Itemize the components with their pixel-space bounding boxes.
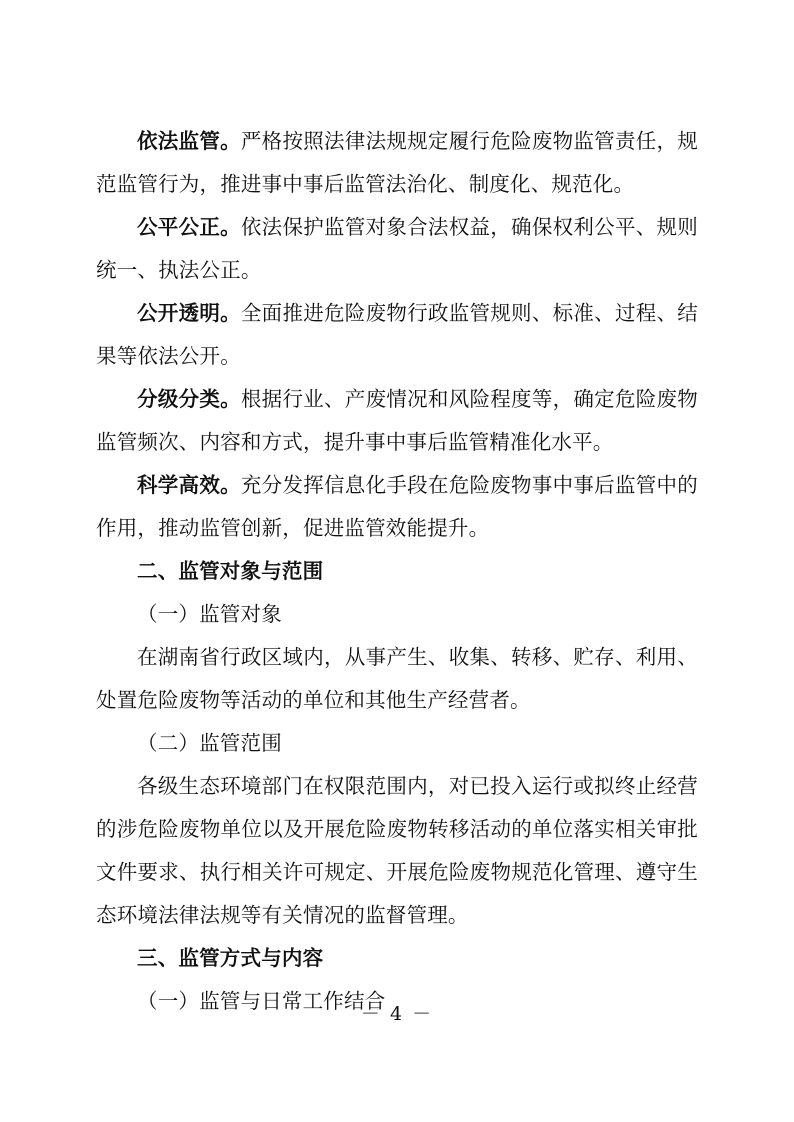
section-heading: 三、监管方式与内容 [137, 946, 324, 970]
paragraph: 在湖南省行政区域内，从事产生、收集、转移、贮存、利用、处置危险废物等活动的单位和其他生产经营者。 [96, 645, 698, 712]
paragraph: 各级生态环境部门在权限范围内，对已投入运行或拟终止经营的涉危险废物单位以及开展危险废物转移活动的单位落实相关审批文件要求、执行相关许可规定、开展危险废物规范化管理、遵守生态环境法律法规等有关情况的监督管理。 [96, 774, 698, 927]
section-subheading: （二）监管范围 [137, 731, 282, 755]
paragraph-lead: 公开透明。 [137, 301, 241, 325]
section-heading: 二、监管对象与范围 [137, 559, 324, 583]
paragraph-text: 根据行业、产废情况和风险程度等，确定危险废物监管频次、内容和方式，提升事中事后监管精准化水平。 [96, 387, 698, 454]
paragraph-lead: 公平公正。 [137, 215, 241, 239]
paragraph-lead: 科学高效。 [137, 473, 241, 497]
paragraph-lead: 依法监管。 [137, 129, 241, 153]
page-number: － 4 － [360, 1003, 434, 1025]
paragraph [96, 120, 698, 206]
paragraph-lead: 分级分类。 [137, 387, 241, 411]
section-subheading: （一）监管对象 [137, 602, 282, 626]
paragraph [96, 464, 698, 550]
paragraph [96, 378, 698, 464]
section-subheading: （一）监管与日常工作结合 [137, 989, 386, 1013]
paragraph-text: 严格按照法律法规规定履行危险废物监管责任，规范监管行为，推进事中事后监管法治化、制度化、规范化。 [96, 129, 698, 196]
paragraph-text: 全面推进危险废物行政监管规则、标准、过程、结果等依法公开。 [96, 301, 698, 368]
page-footer [0, 999, 794, 1026]
paragraph-text: 充分发挥信息化手段在危险废物事中事后监管中的作用，推动监管创新，促进监管效能提升。 [96, 473, 698, 540]
paragraph [96, 292, 698, 378]
document-body [96, 120, 698, 1023]
paragraph-text: 依法保护监管对象合法权益，确保权利公平、规则统一、执法公正。 [96, 215, 698, 282]
paragraph [96, 206, 698, 292]
